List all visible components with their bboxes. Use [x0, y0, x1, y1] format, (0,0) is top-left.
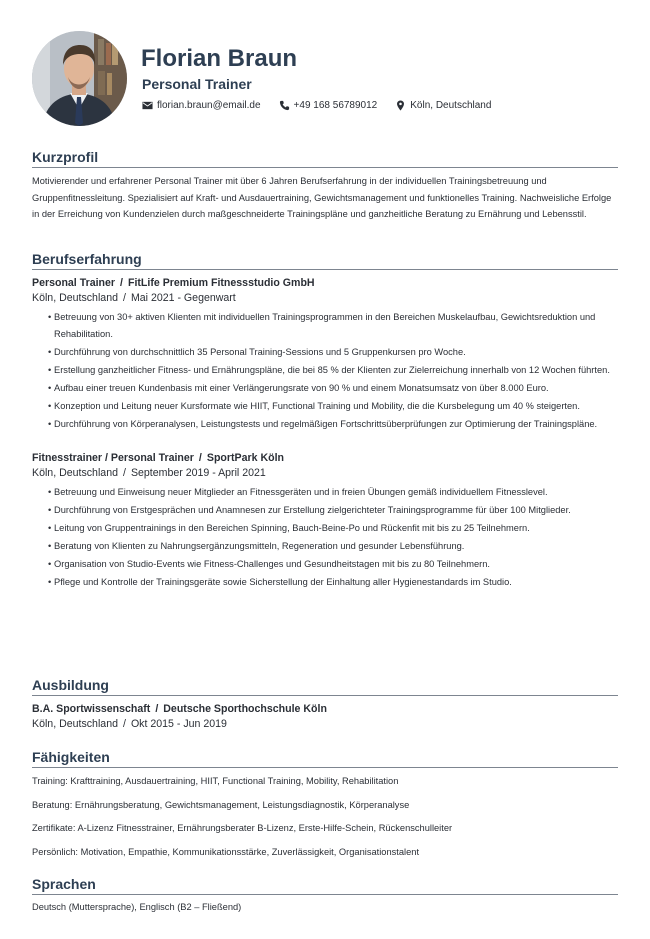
- profile-summary: Motivierender und erfahrener Personal Trainer mit über 6 Jahren Berufserfahrung in der individuellen Trainingsbetreuung und Gruppenfitnessleitung. Spezialisiert auf Kraft- und Ausdauertraining, Gewichtsmanagement und funktionelles Training. Nachweisliche Erfolge in der Erreichung von Kundenzielen durch maßgeschneiderte Trainingspläne und ganzheitliche Beratung zu Ernährung und Lebensstil.: [32, 176, 612, 219]
- job-bullets: [32, 484, 618, 591]
- separator: /: [122, 292, 126, 304]
- separator: /: [122, 718, 126, 730]
- job-location: Köln, Deutschland: [32, 292, 118, 304]
- job-header: [32, 276, 618, 290]
- job-role: Personal Trainer: [32, 277, 116, 289]
- education-school: Deutsche Sporthochschule Köln: [163, 703, 327, 715]
- resume-header: [32, 31, 618, 126]
- bullet-item: • Aufbau einer treuen Kundenbasis mit einer Verlängerungsrate von 90 % und einem Monatsumsatz von über 8.000 Euro.: [32, 380, 618, 397]
- section-heading-education: Ausbildung: [32, 676, 618, 696]
- languages-text: Deutsch (Muttersprache), Englisch (B2 – Fließend): [32, 902, 242, 912]
- bullet-item: • Leitung von Gruppentrainings in den Bereichen Spinning, Bauch-Beine-Po und Rückenfit mit bis zu 25 Teilnehmern.: [32, 520, 618, 537]
- contact-location-text: Köln, Deutschland: [410, 99, 492, 111]
- job-header: [32, 451, 618, 465]
- bullet-item: • Durchführung von Körperanalysen, Leistungstests und regelmäßigen Fortschrittsüberprüfungen zur Optimierung der Trainingspläne.: [32, 416, 618, 433]
- job-meta: [32, 291, 618, 305]
- contact-phone-text: +49 168 56789012: [293, 99, 378, 111]
- phone-icon: [279, 100, 290, 111]
- section-heading-experience: Berufserfahrung: [32, 250, 618, 270]
- job-location: Köln, Deutschland: [32, 467, 118, 480]
- separator: /: [120, 277, 123, 289]
- bullet-item: • Betreuung und Einweisung neuer Mitglieder an Fitnessgeräten und in freien Übungen gemäß individuellem Fitnesslevel.: [32, 484, 618, 501]
- avatar: [32, 31, 127, 126]
- education-period: Okt 2015 - Jun 2019: [130, 718, 227, 730]
- skill-line: Persönlich: Motivation, Empathie, Kommunikationsstärke, Zuverlässigkeit, Organisationstalent: [32, 846, 420, 857]
- bullet-item: • Durchführung von Erstgesprächen und Anamnesen zur Erstellung zielgerichteter Trainingsprogramme für über 100 Mitglieder.: [32, 502, 618, 519]
- skill-line: Zertifikate: A-Lizenz Fitnesstrainer, Ernährungsberater B-Lizenz, Erste-Hilfe-Schein, Rückenschulleiter: [32, 823, 453, 833]
- section-experience: [32, 250, 618, 592]
- bullet-item: • Betreuung von 30+ aktiven Klienten mit individuellen Trainingsprogrammen in den Bereichen Muskelaufbau, Gewichtsreduktion und Rehabilitation.: [32, 309, 618, 342]
- education-meta: [32, 717, 618, 731]
- job-role: Fitnesstrainer / Personal Trainer: [32, 452, 194, 465]
- bullet-item: • Pflege und Kontrolle der Trainingsgeräte sowie Sicherstellung der Einhaltung aller Hygienestandards im Studio.: [32, 574, 618, 591]
- bullet-item: • Organisation von Studio-Events wie Fitness-Challenges und Gesundheitstagen mit bis zu 80 Teilnehmern.: [32, 556, 618, 573]
- separator: /: [198, 452, 202, 465]
- section-skills: [32, 748, 618, 859]
- job-entry: [32, 451, 618, 591]
- education-header: [32, 702, 618, 716]
- location-pin-icon: [395, 100, 406, 111]
- section-heading-profile: Kurzprofil: [32, 148, 618, 168]
- contact-phone[interactable]: [279, 100, 378, 111]
- skill-line: Training: Krafttraining, Ausdauertraining, HIIT, Functional Training, Mobility, Rehabilitation: [32, 776, 399, 786]
- bullet-item: • Konzeption und Leitung neuer Kursformate wie HIIT, Functional Training und Mobility, die die Kursbelegung um 40 % steigerten.: [32, 398, 618, 415]
- contact-email[interactable]: [142, 100, 261, 111]
- section-heading-languages: Sprachen: [32, 875, 618, 895]
- section-profile: [32, 148, 618, 223]
- separator: /: [122, 467, 126, 480]
- email-icon: [142, 100, 153, 111]
- bullet-item: • Durchführung von durchschnittlich 35 Personal Training-Sessions und 5 Gruppenkursen pro Woche.: [32, 344, 618, 361]
- skill-line: Beratung: Ernährungsberatung, Gewichtsmanagement, Leistungsdiagnostik, Körperanalyse: [32, 799, 410, 810]
- bullet-item: • Beratung von Klienten zu Nahrungsergänzungsmitteln, Regeneration und gesunder Lebensführung.: [32, 538, 618, 555]
- job-employer: FitLife Premium Fitnessstudio GmbH: [127, 277, 315, 289]
- section-education: [32, 676, 618, 731]
- job-meta: [32, 466, 618, 480]
- education-degree: B.A. Sportwissenschaft: [32, 703, 151, 715]
- contact-location: [395, 100, 491, 111]
- bullet-item: • Erstellung ganzheitlicher Fitness- und Ernährungspläne, die bei 85 % der Klienten zur Zielerreichung innerhalb von 12 Wochen führten.: [32, 362, 618, 379]
- education-location: Köln, Deutschland: [32, 718, 118, 730]
- avatar-photo: [32, 31, 127, 126]
- job-entry: [32, 276, 618, 432]
- job-period: Mai 2021 - Gegenwart: [130, 292, 236, 304]
- job-employer: SportPark Köln: [206, 452, 284, 465]
- candidate-name: Florian Braun: [141, 45, 298, 72]
- contact-email-text: florian.braun@email.de: [157, 99, 261, 111]
- job-period: September 2019 - April 2021: [130, 467, 266, 480]
- job-bullets: [32, 309, 618, 432]
- contact-info: [142, 97, 509, 113]
- section-languages: [32, 875, 618, 914]
- section-heading-skills: Fähigkeiten: [32, 748, 618, 768]
- separator: /: [155, 703, 159, 715]
- candidate-title: Personal Trainer: [142, 76, 252, 92]
